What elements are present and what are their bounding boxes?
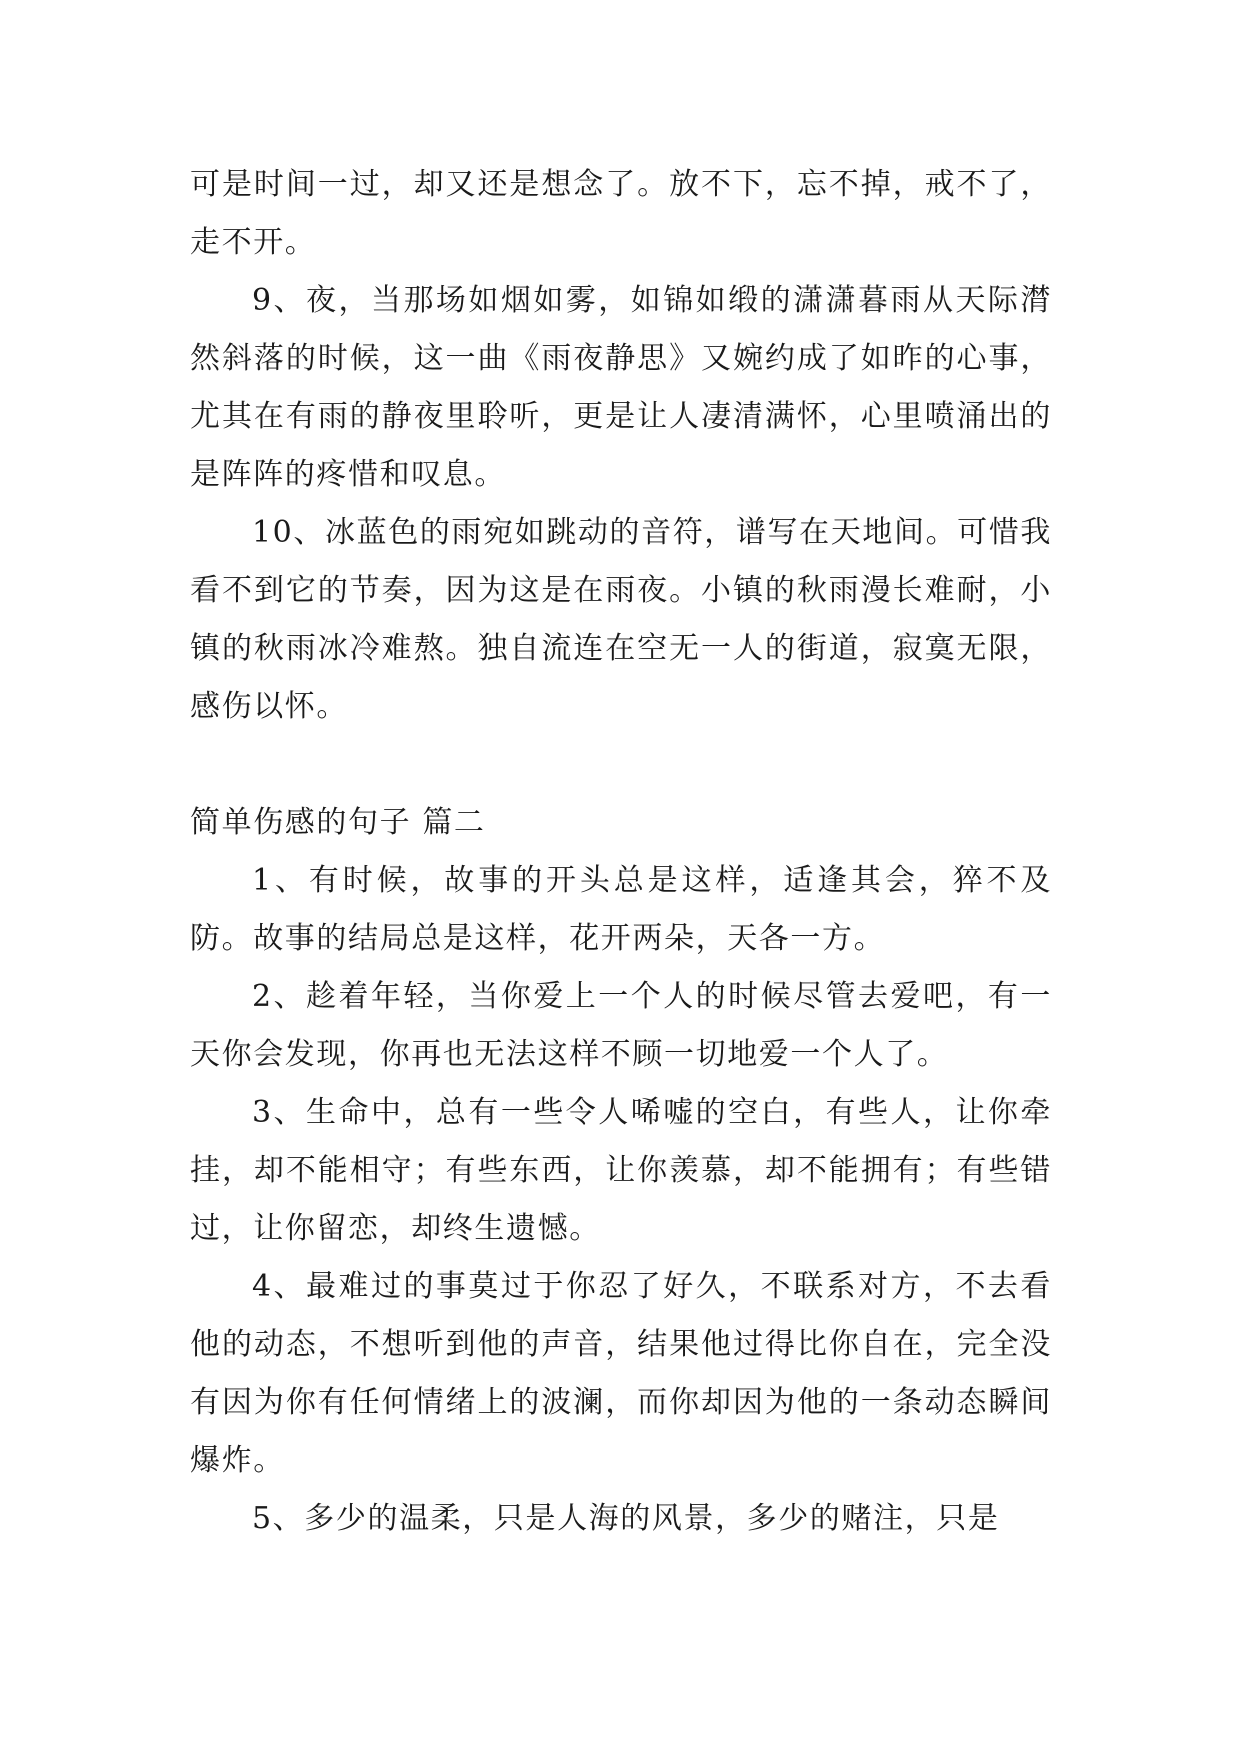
- paragraph-item-2: 2、趁着年轻，当你爱上一个人的时候尽管去爱吧，有一天你会发现，你再也无法这样不顾一切地爱一个人了。: [190, 979, 1052, 1072]
- section-heading: 简单伤感的句子 篇二: [190, 805, 486, 840]
- paragraph-item-3: 3、生命中，总有一些令人唏嘘的空白，有些人，让你牵挂，却不能相守；有些东西，让你羡慕，却不能拥有；有些错过，让你留恋，却终生遗憾。: [190, 1095, 1052, 1246]
- paragraph-item-1: 1、有时候，故事的开头总是这样，适逢其会，猝不及防。故事的结局总是这样，花开两朵，天各一方。: [190, 863, 1052, 956]
- document-body: [190, 156, 1052, 1548]
- paragraph-item-5: 5、多少的温柔，只是人海的风景，多少的赌注，只是: [252, 1501, 1000, 1536]
- paragraph-continued: 可是时间一过，却又还是想念了。放不下，忘不掉，戒不了，走不开。: [190, 167, 1052, 260]
- paragraph-item-10: 10、冰蓝色的雨宛如跳动的音符，谱写在天地间。可惜我看不到它的节奏，因为这是在雨夜。小镇的秋雨漫长难耐，小镇的秋雨冰冷难熬。独自流连在空无一人的街道，寂寞无限，感伤以怀。: [190, 515, 1052, 724]
- paragraph-item-9: 9、夜，当那场如烟如雾，如锦如缎的潇潇暮雨从天际潸然斜落的时候，这一曲《雨夜静思》又婉约成了如昨的心事，尤其在有雨的静夜里聆听，更是让人凄清满怀，心里喷涌出的是阵阵的疼惜和叹息。: [190, 283, 1052, 492]
- paragraph-item-4: 4、最难过的事莫过于你忍了好久，不联系对方，不去看他的动态，不想听到他的声音，结果他过得比你自在，完全没有因为你有任何情绪上的波澜，而你却因为他的一条动态瞬间爆炸。: [190, 1269, 1052, 1478]
